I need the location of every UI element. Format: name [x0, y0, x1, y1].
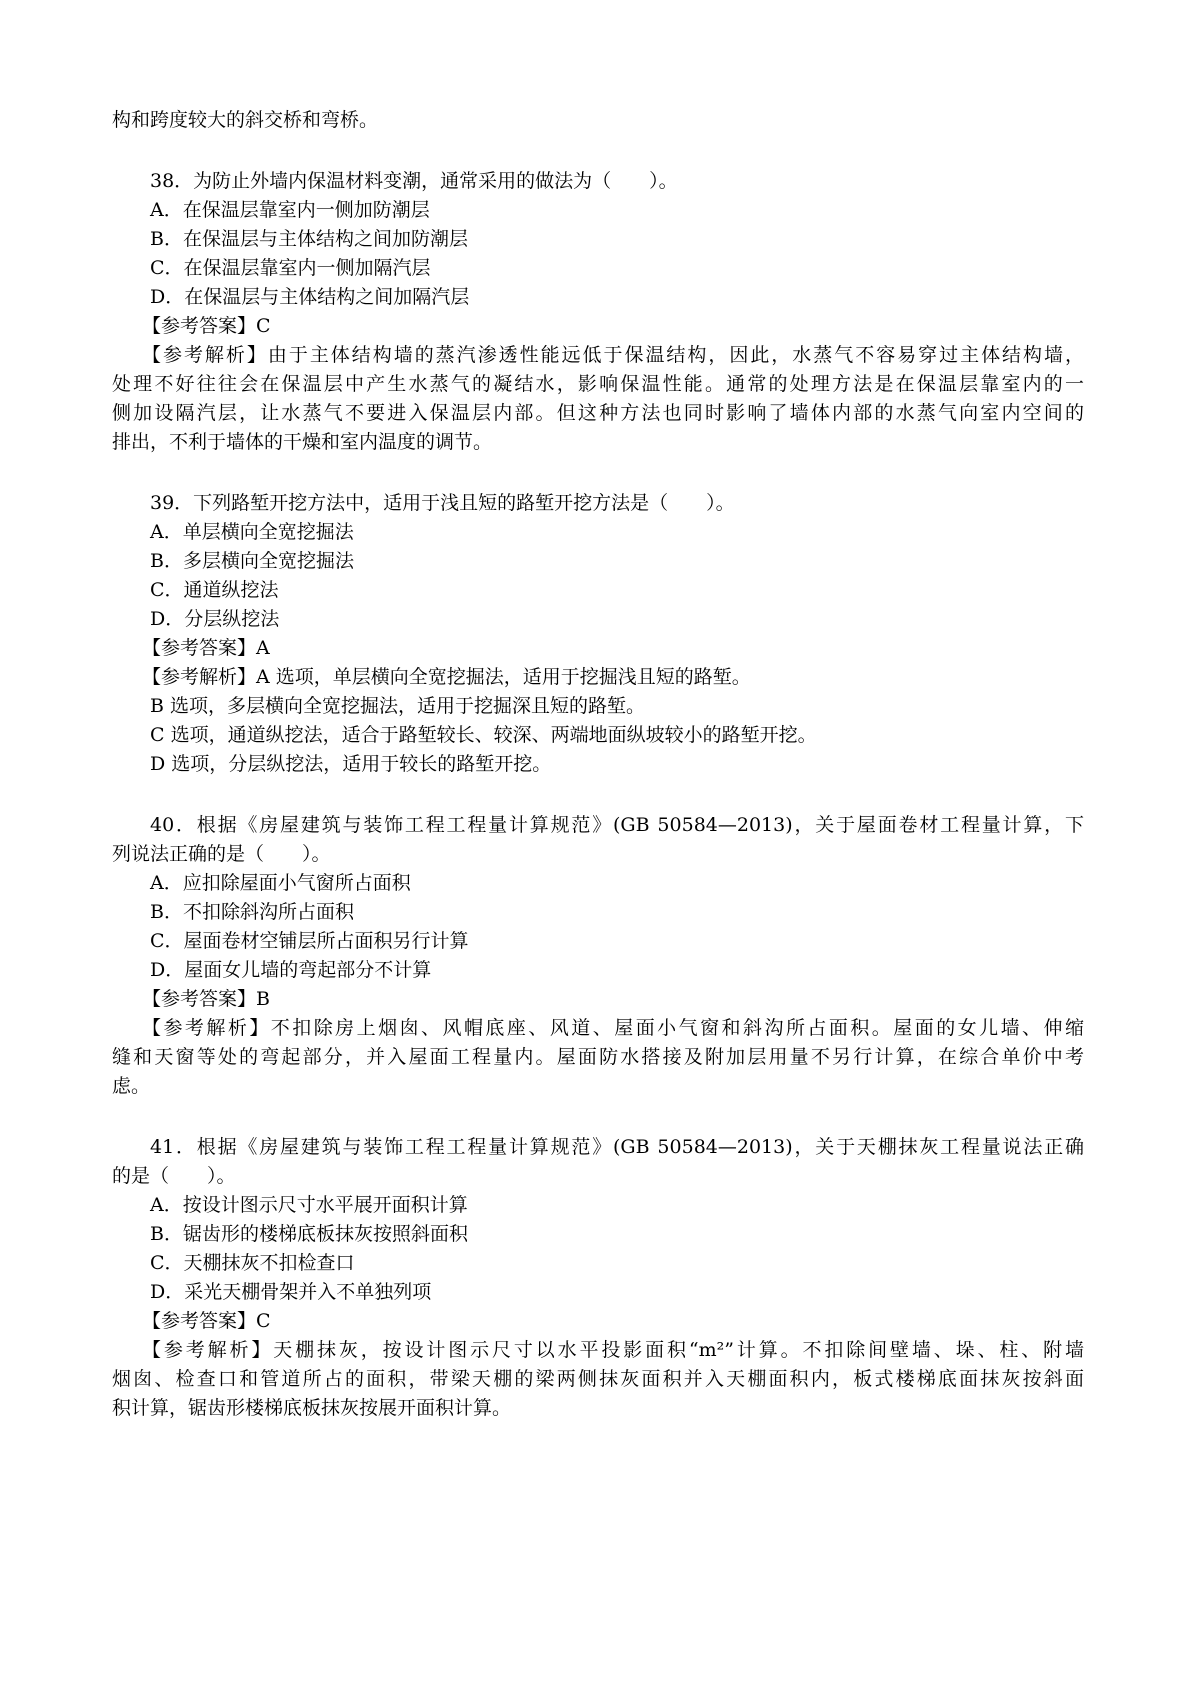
question-38-option-c: C．在保温层靠室内一侧加隔汽层	[150, 257, 431, 279]
question-41-explanation-line: 积计算，锯齿形楼梯底板抹灰按展开面积计算。	[112, 1397, 512, 1419]
question-41-explanation-line: 烟囱、检查口和管道所占的面积，带梁天棚的梁两侧抹灰面积并入天棚面积内，板式楼梯底面抹灰按斜面	[112, 1368, 1084, 1390]
question-40-explanation-line: 【参考解析】不扣除房上烟囱、风帽底座、风道、屋面小气窗和斜沟所占面积。屋面的女儿墙、伸缩	[142, 1017, 1084, 1039]
question-40-stem-continuation: 列说法正确的是（ ）。	[112, 843, 331, 865]
question-40-option-d: D．屋面女儿墙的弯起部分不计算	[150, 959, 432, 981]
question-40-option-b: B．不扣除斜沟所占面积	[150, 901, 354, 923]
question-38-explanation-line: 侧加设隔汽层，让水蒸气不要进入保温层内部。但这种方法也同时影响了墙体内部的水蒸气向室内空间的	[112, 402, 1084, 424]
question-41-answer: 【参考答案】C	[142, 1310, 271, 1332]
question-39-explanation-line: 【参考解析】A 选项，单层横向全宽挖掘法，适用于挖掘浅且短的路堑。	[142, 666, 751, 688]
question-41-option-c: C．天棚抹灰不扣检查口	[150, 1252, 355, 1274]
question-39-explanation-line: B 选项，多层横向全宽挖掘法，适用于挖掘深且短的路堑。	[150, 695, 646, 717]
question-41-option-b: B．锯齿形的楼梯底板抹灰按照斜面积	[150, 1223, 468, 1245]
question-39-explanation-line: D 选项，分层纵挖法，适用于较长的路堑开挖。	[150, 753, 552, 775]
question-41-option-d: D．采光天棚骨架并入不单独列项	[150, 1281, 432, 1303]
question-38-answer: 【参考答案】C	[142, 315, 271, 337]
question-40-answer: 【参考答案】B	[142, 988, 270, 1010]
question-40-option-c: C．屋面卷材空铺层所占面积另行计算	[150, 930, 469, 952]
question-40-stem: 40．根据《房屋建筑与装饰工程工程量计算规范》(GB 50584—2013)，关于屋面卷材工程量计算，下	[150, 814, 1084, 836]
question-40-option-a: A．应扣除屋面小气窗所占面积	[150, 872, 411, 894]
question-39-option-a: A．单层横向全宽挖掘法	[150, 521, 354, 543]
question-39-explanation-line: C 选项，通道纵挖法，适合于路堑较长、较深、两端地面纵坡较小的路堑开挖。	[150, 724, 817, 746]
question-38-explanation-line: 排出，不利于墙体的干燥和室内温度的调节。	[112, 431, 493, 453]
paragraph-continuation: 构和跨度较大的斜交桥和弯桥。	[112, 109, 379, 131]
question-39-stem: 39．下列路堑开挖方法中，适用于浅且短的路堑开挖方法是（ ）。	[150, 492, 735, 514]
question-41-stem-continuation: 的是（ ）。	[112, 1165, 236, 1187]
question-38-explanation-line: 处理不好往往会在保温层中产生水蒸气的凝结水，影响保温性能。通常的处理方法是在保温层靠室内的一	[112, 373, 1084, 395]
question-41-explanation-line: 【参考解析】天棚抹灰，按设计图示尺寸以水平投影面积“m²”计算。不扣除间壁墙、垛、柱、附墙	[142, 1339, 1084, 1361]
question-39-answer: 【参考答案】A	[142, 637, 270, 659]
question-39-option-b: B．多层横向全宽挖掘法	[150, 550, 354, 572]
question-40-explanation-line: 缝和天窗等处的弯起部分，并入屋面工程量内。屋面防水搭接及附加层用量不另行计算，在综合单价中考	[112, 1046, 1084, 1068]
question-38-explanation-line: 【参考解析】由于主体结构墙的蒸汽渗透性能远低于保温结构，因此，水蒸气不容易穿过主体结构墙，	[142, 344, 1084, 366]
question-38-option-a: A．在保温层靠室内一侧加防潮层	[150, 199, 430, 221]
question-38-option-d: D．在保温层与主体结构之间加隔汽层	[150, 286, 470, 308]
question-40-explanation-line: 虑。	[112, 1075, 151, 1097]
question-41-option-a: A．按设计图示尺寸水平展开面积计算	[150, 1194, 468, 1216]
question-38-stem: 38．为防止外墙内保温材料变潮，通常采用的做法为（ ）。	[150, 170, 678, 192]
question-39-option-d: D．分层纵挖法	[150, 608, 280, 630]
question-38-option-b: B．在保温层与主体结构之间加防潮层	[150, 228, 468, 250]
question-41-stem: 41．根据《房屋建筑与装饰工程工程量计算规范》(GB 50584—2013)，关于天棚抹灰工程量说法正确	[150, 1136, 1084, 1158]
question-39-option-c: C．通道纵挖法	[150, 579, 279, 601]
